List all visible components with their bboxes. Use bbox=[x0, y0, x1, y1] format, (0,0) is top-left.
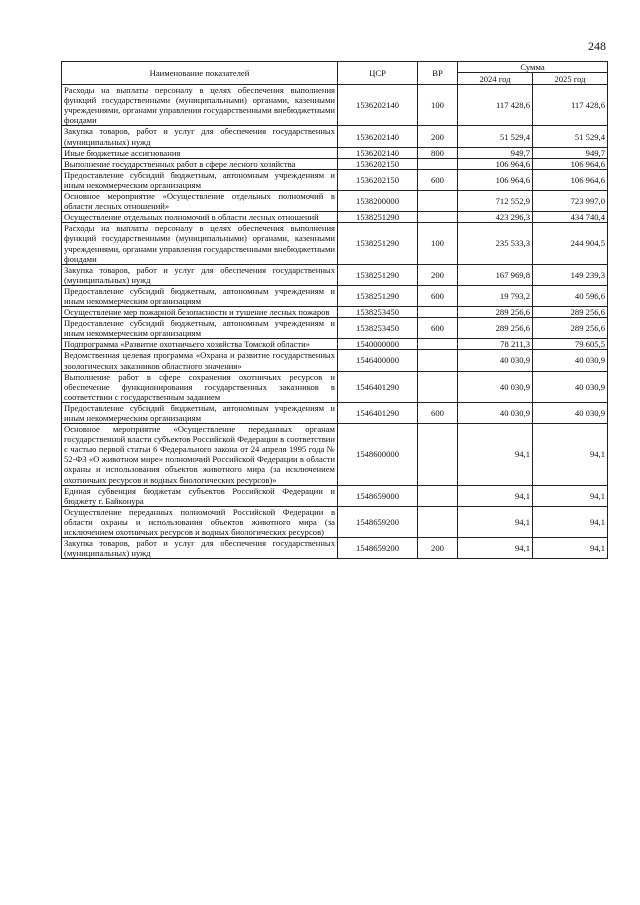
row-name: Закупка товаров, работ и услуг для обеспечения государственных (муниципальных) нужд bbox=[62, 126, 338, 147]
row-name: Осуществление мер пожарной безопасности и тушение лесных пожаров bbox=[62, 307, 338, 318]
row-csr: 1548659000 bbox=[338, 485, 418, 506]
row-name: Расходы на выплаты персоналу в целях обеспечения выполнения функций государственными (муниципальными) органами, казенными учреждениями, органами управления государственными внебюджетными фондами bbox=[62, 85, 338, 126]
row-vr: 600 bbox=[418, 285, 458, 306]
row-sum-2024: 117 428,6 bbox=[458, 85, 533, 126]
row-csr: 1536202140 bbox=[338, 126, 418, 147]
row-csr: 1546401290 bbox=[338, 402, 418, 423]
row-name: Иные бюджетные ассигнования bbox=[62, 147, 338, 158]
row-sum-2024: 94,1 bbox=[458, 538, 533, 559]
row-name: Ведомственная целевая программа «Охрана и развитие государственных зоологических заказников областного значения» bbox=[62, 350, 338, 371]
row-name: Предоставление субсидий бюджетным, автономным учреждениям и иным некоммерческим организациям bbox=[62, 318, 338, 339]
row-sum-2025: 94,1 bbox=[533, 485, 608, 506]
row-name: Закупка товаров, работ и услуг для обеспечения государственных (муниципальных) нужд bbox=[62, 264, 338, 285]
row-name: Расходы на выплаты персоналу в целях обеспечения выполнения функций государственными (муниципальными) органами, казенными учреждениями, органами управления государственными внебюджетными фондами bbox=[62, 223, 338, 264]
table-row bbox=[62, 350, 608, 371]
row-csr: 1536202140 bbox=[338, 85, 418, 126]
row-sum-2024: 949,7 bbox=[458, 147, 533, 158]
table-row bbox=[62, 169, 608, 190]
row-sum-2024: 78 211,3 bbox=[458, 339, 533, 350]
table-row bbox=[62, 538, 608, 559]
row-sum-2025: 40 596,6 bbox=[533, 285, 608, 306]
row-vr bbox=[418, 424, 458, 486]
row-sum-2024: 106 964,6 bbox=[458, 169, 533, 190]
row-name: Основное мероприятие «Осуществление отдельных полномочий в области лесных отношений» bbox=[62, 191, 338, 212]
row-name: Осуществление переданных полномочий Российской Федерации в области охраны и использования объектов животного мира (за исключением охотничьих ресурсов и водных биологических ресурсов) bbox=[62, 506, 338, 537]
row-vr: 600 bbox=[418, 402, 458, 423]
row-vr bbox=[418, 191, 458, 212]
row-sum-2025: 949,7 bbox=[533, 147, 608, 158]
row-sum-2025: 289 256,6 bbox=[533, 307, 608, 318]
row-sum-2024: 289 256,6 bbox=[458, 307, 533, 318]
table-row bbox=[62, 191, 608, 212]
table-row bbox=[62, 506, 608, 537]
row-name: Основное мероприятие «Осуществление переданных органам государственной власти субъектов Российской Федерации в соответствии с частью первой статьи 6 Федерального закона от 24 апреля 1995 года № 52-ФЗ «О животном мире» полномочий Российской Федерации в области охраны и использования объектов животного мира (за исключением охотничьих ресурсов и водных биологических ресурсов)» bbox=[62, 424, 338, 486]
row-name: Предоставление субсидий бюджетным, автономным учреждениям и иным некоммерческим организациям bbox=[62, 169, 338, 190]
table-row bbox=[62, 158, 608, 169]
row-vr bbox=[418, 212, 458, 223]
row-sum-2024: 106 964,6 bbox=[458, 158, 533, 169]
row-sum-2025: 94,1 bbox=[533, 506, 608, 537]
row-sum-2025: 106 964,6 bbox=[533, 169, 608, 190]
row-vr: 100 bbox=[418, 223, 458, 264]
row-sum-2025: 106 964,6 bbox=[533, 158, 608, 169]
row-vr: 800 bbox=[418, 147, 458, 158]
row-name: Выполнение работ в сфере сохранения охотничьих ресурсов и обеспечение функционирования государственных заказников в соответствии с государственным заданием bbox=[62, 371, 338, 402]
row-csr: 1548659200 bbox=[338, 506, 418, 537]
row-sum-2025: 40 030,9 bbox=[533, 350, 608, 371]
row-vr bbox=[418, 506, 458, 537]
table-header bbox=[62, 62, 608, 85]
header-vr: ВР bbox=[418, 62, 458, 85]
table-row bbox=[62, 223, 608, 264]
row-csr: 1546400000 bbox=[338, 350, 418, 371]
row-sum-2024: 51 529,4 bbox=[458, 126, 533, 147]
row-sum-2025: 51 529,4 bbox=[533, 126, 608, 147]
row-csr: 1536202150 bbox=[338, 158, 418, 169]
row-sum-2025: 94,1 bbox=[533, 424, 608, 486]
row-csr: 1536202140 bbox=[338, 147, 418, 158]
row-name: Предоставление субсидий бюджетным, автономным учреждениям и иным некоммерческим организациям bbox=[62, 285, 338, 306]
table-row bbox=[62, 85, 608, 126]
row-csr: 1548659200 bbox=[338, 538, 418, 559]
row-sum-2025: 40 030,9 bbox=[533, 402, 608, 423]
header-year-2024: 2024 год bbox=[458, 73, 533, 85]
row-vr bbox=[418, 307, 458, 318]
table-body bbox=[62, 85, 608, 559]
row-vr: 600 bbox=[418, 169, 458, 190]
row-sum-2024: 289 256,6 bbox=[458, 318, 533, 339]
row-vr: 600 bbox=[418, 318, 458, 339]
row-vr: 200 bbox=[418, 264, 458, 285]
row-sum-2025: 244 904,5 bbox=[533, 223, 608, 264]
table-row bbox=[62, 307, 608, 318]
row-sum-2024: 423 296,3 bbox=[458, 212, 533, 223]
row-name: Осуществление отдельных полномочий в области лесных отношений bbox=[62, 212, 338, 223]
table-row bbox=[62, 318, 608, 339]
row-sum-2024: 40 030,9 bbox=[458, 371, 533, 402]
row-name: Подпрограмма «Развитие охотничьего хозяйства Томской области» bbox=[62, 339, 338, 350]
row-sum-2025: 149 239,3 bbox=[533, 264, 608, 285]
row-sum-2025: 723 997,0 bbox=[533, 191, 608, 212]
table-row bbox=[62, 212, 608, 223]
row-sum-2025: 79 605,5 bbox=[533, 339, 608, 350]
row-sum-2025: 289 256,6 bbox=[533, 318, 608, 339]
table-row bbox=[62, 339, 608, 350]
row-vr bbox=[418, 371, 458, 402]
row-sum-2024: 235 533,3 bbox=[458, 223, 533, 264]
row-sum-2024: 40 030,9 bbox=[458, 350, 533, 371]
row-csr: 1538251290 bbox=[338, 212, 418, 223]
row-vr bbox=[418, 350, 458, 371]
row-name: Предоставление субсидий бюджетным, автономным учреждениям и иным некоммерческим организациям bbox=[62, 402, 338, 423]
table-row bbox=[62, 285, 608, 306]
row-sum-2025: 434 740,4 bbox=[533, 212, 608, 223]
row-csr: 1538200000 bbox=[338, 191, 418, 212]
row-sum-2024: 19 793,2 bbox=[458, 285, 533, 306]
row-sum-2024: 94,1 bbox=[458, 424, 533, 486]
table-row bbox=[62, 424, 608, 486]
row-sum-2024: 712 552,9 bbox=[458, 191, 533, 212]
row-name: Единая субвенция бюджетам субъектов Российской Федерации и бюджету г. Байконура bbox=[62, 485, 338, 506]
row-sum-2024: 94,1 bbox=[458, 506, 533, 537]
header-year-2025: 2025 год bbox=[533, 73, 608, 85]
row-sum-2024: 167 969,8 bbox=[458, 264, 533, 285]
row-csr: 1538253450 bbox=[338, 307, 418, 318]
header-name: Наименование показателей bbox=[62, 62, 338, 85]
table-row bbox=[62, 264, 608, 285]
row-vr: 200 bbox=[418, 538, 458, 559]
row-sum-2024: 94,1 bbox=[458, 485, 533, 506]
table-row bbox=[62, 371, 608, 402]
row-name: Закупка товаров, работ и услуг для обеспечения государственных (муниципальных) нужд bbox=[62, 538, 338, 559]
row-csr: 1536202150 bbox=[338, 169, 418, 190]
row-csr: 1538251290 bbox=[338, 223, 418, 264]
row-vr bbox=[418, 485, 458, 506]
row-csr: 1546401290 bbox=[338, 371, 418, 402]
row-csr: 1538251290 bbox=[338, 285, 418, 306]
page-number: 248 bbox=[588, 39, 606, 53]
table-row bbox=[62, 402, 608, 423]
row-vr: 200 bbox=[418, 126, 458, 147]
row-sum-2025: 94,1 bbox=[533, 538, 608, 559]
table-row bbox=[62, 485, 608, 506]
table-row bbox=[62, 126, 608, 147]
header-sum: Сумма bbox=[458, 62, 608, 73]
row-sum-2025: 117 428,6 bbox=[533, 85, 608, 126]
row-csr: 1540000000 bbox=[338, 339, 418, 350]
row-vr: 100 bbox=[418, 85, 458, 126]
row-sum-2024: 40 030,9 bbox=[458, 402, 533, 423]
row-csr: 1538251290 bbox=[338, 264, 418, 285]
header-csr: ЦСР bbox=[338, 62, 418, 85]
row-name: Выполнение государственных работ в сфере лесного хозяйства bbox=[62, 158, 338, 169]
row-sum-2025: 40 030,9 bbox=[533, 371, 608, 402]
row-csr: 1538253450 bbox=[338, 318, 418, 339]
row-vr bbox=[418, 339, 458, 350]
row-vr bbox=[418, 158, 458, 169]
row-csr: 1548600000 bbox=[338, 424, 418, 486]
budget-table bbox=[61, 61, 608, 559]
table-row bbox=[62, 147, 608, 158]
